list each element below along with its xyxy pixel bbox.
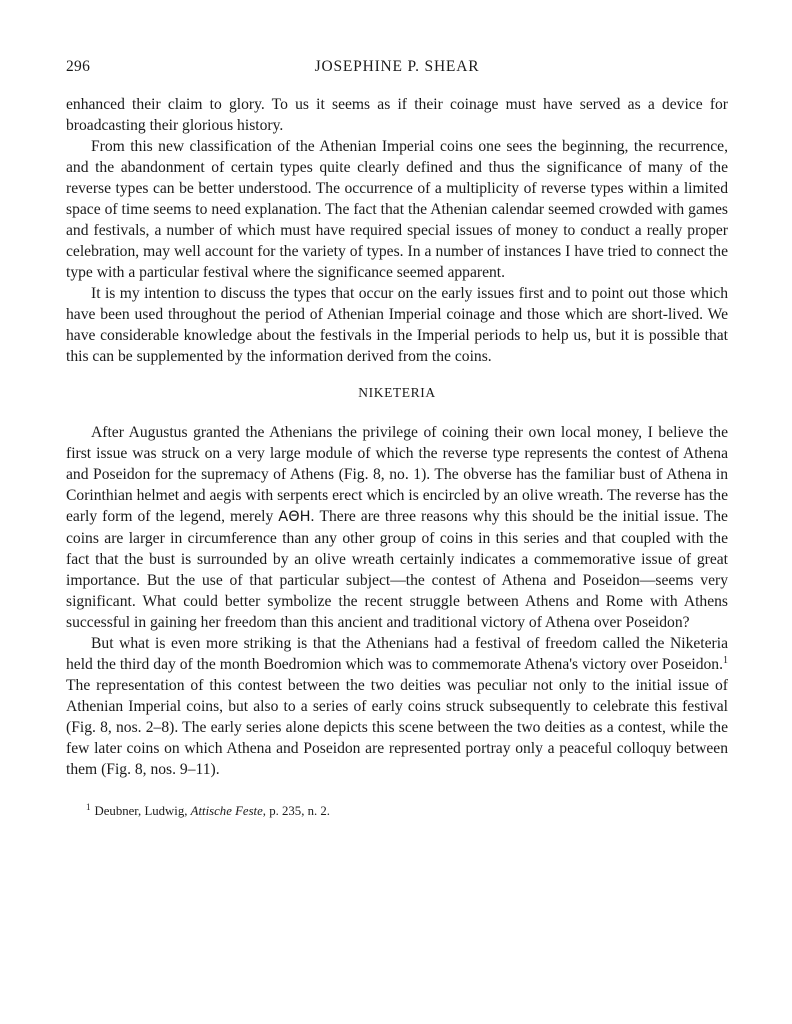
footnote (66, 802, 728, 820)
paragraph-intention: It is my intention to discuss the types that occur on the early issues first and to point out those which have been used throughout the period of Athenian Imperial coinage and those which are short-lived. We have considerable knowledge about the festivals in the Imperial periods to help us, but it is possible that this can be supplemented by the information derived from the coins. (66, 285, 728, 365)
page (66, 58, 728, 820)
running-title: JOSEPHINE P. SHEAR (314, 58, 480, 75)
paragraph-classification: From this new classification of the Athenian Imperial coins one sees the beginning, the recurrence, and the abandonment of certain types quite clearly defined and thus the significance of many of the reverse types can be better understood. The occurrence of a multiplicity of reverse types within a limited space of time seems to need explanation. The fact that the Athenian calendar seemed crowded with games and festivals, a number of which must have required special issues of money to conduct a really proper celebration, may well account for the variety of types. In a number of instances I have tried to connect the type with a particular festival where the significance seemed apparent. (66, 138, 728, 281)
footnote-marker: 1 (86, 801, 91, 812)
page-number: 296 (66, 58, 91, 75)
paragraph-niketeria (66, 633, 728, 780)
section-heading: NIKETERIA (358, 385, 436, 400)
paragraph-augustus (66, 422, 728, 633)
footnote-title: Attische Feste (190, 804, 263, 818)
running-head (66, 58, 728, 82)
footnote-reference[interactable]: 1 (723, 654, 728, 666)
body-text (66, 94, 728, 780)
paragraph-niketeria-text-1: But what is even more striking is that the Athenians had a festival of freedom called the Niketeria held the third day of the month Boedromion which was to commemorate Athena's victory over Poseidon. (66, 635, 728, 673)
paragraph-niketeria-text-2: The representation of this contest between the two deities was peculiar not only to the initial issue of Athenian Imperial coins, but also to a series of early coins struck subsequently to celebrate this festival (Fig. 8, nos. 2–8). The early series alone depicts this scene between the two deities as a contest, while the few later coins on which Athena and Poseidon are represented portray only a peaceful colloquy between them (Fig. 8, nos. 9–11). (66, 677, 728, 778)
paragraph-augustus-text-1: After Augustus granted the Athenians the privilege of coining their own local money, I believe the first issue was struck on a very large module of which the reverse type represents the contest of Athena and Poseidon for the supremacy of Athens (Fig. 8, no. 1). The obverse has the familiar bust of Athena in Corinthian helmet and aegis with serpents erect which is encircled by an olive wreath. The reverse has the early form of the legend, merely (66, 424, 728, 525)
footnote-text-2: , p. 235, n. 2. (262, 804, 330, 818)
paragraph-continuation: enhanced their claim to glory. To us it seems as if their coinage must have served as a device for broadcasting their glorious history. (66, 96, 728, 134)
coin-legend: ΑΘΗ (278, 509, 311, 525)
paragraph-augustus-text-2: . There are three reasons why this should be the initial issue. The coins are larger in circumference than any other group of coins in this series and that coupled with the fact that the bust is surrounded by an olive wreath certainly indicates a commemorative issue of great importance. But the use of that particular subject—the contest of Athena and Poseidon—seems very significant. What could better symbolize the recent struggle between Athens and Rome with Athens successful in gaining her freedom than this ancient and traditional victory of Athena over Poseidon? (66, 508, 728, 631)
footnote-text-1: Deubner, Ludwig, (94, 804, 191, 818)
